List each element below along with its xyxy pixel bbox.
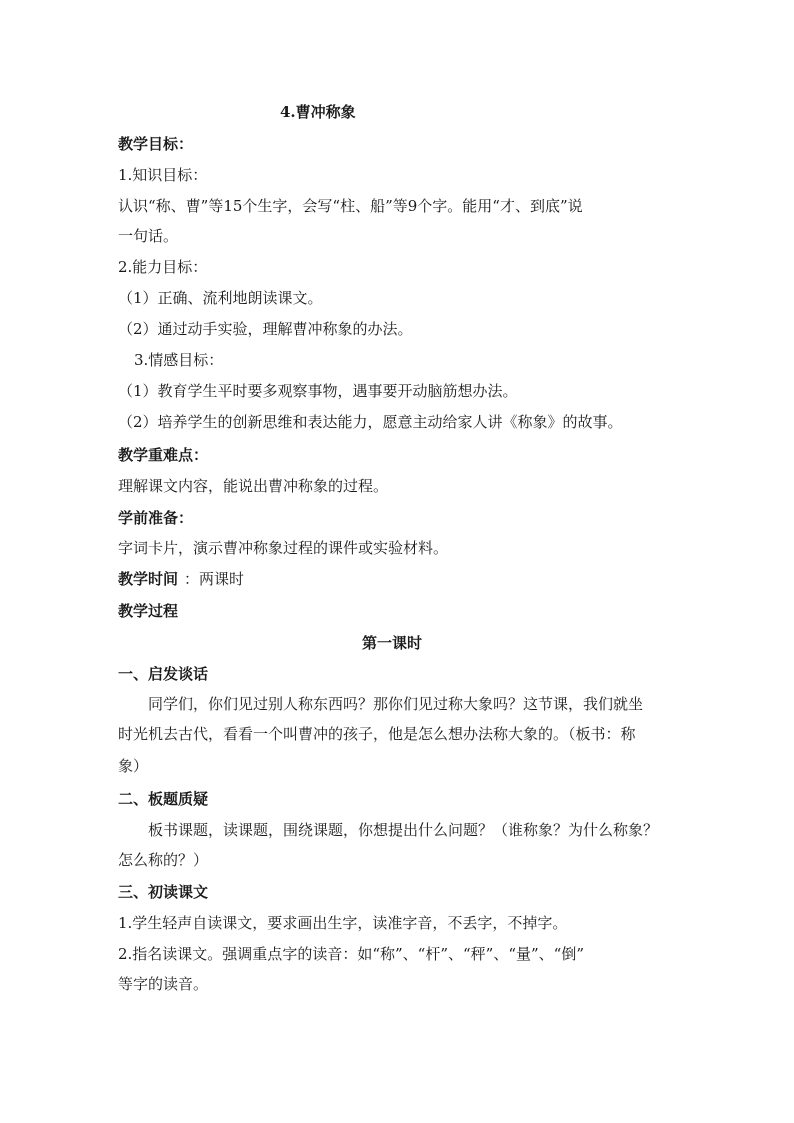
section-2-heading: 二、板题质疑 <box>118 790 209 808</box>
ability-heading: 2.能力目标： <box>118 258 208 276</box>
key-points-text: 理解课文内容，能说出曹冲称象的过程。 <box>118 477 389 495</box>
process-heading: 教学过程 <box>118 602 179 620</box>
knowledge-heading: 1.知识目标： <box>118 166 208 184</box>
section-2-line-2: 怎么称的？） <box>118 851 209 869</box>
key-points-heading: 教学重难点： <box>118 446 209 464</box>
ability-item-1: （1）正确、流利地朗读课文。 <box>118 289 323 307</box>
section-2-line-1: 板书课题，读课题，围绕课题，你想提出什么问题？（谁称象？为什么称象？ <box>148 821 659 839</box>
emotion-item-2: （2）培养学生的创新思维和表达能力，愿意主动给家人讲《称象》的故事。 <box>118 413 623 431</box>
time-text: ：两课时 <box>184 570 245 588</box>
section-3-heading: 三、初读课文 <box>118 883 209 901</box>
lesson-title: 第一课时 <box>362 634 423 652</box>
emotion-heading: 3.情感目标： <box>134 351 224 369</box>
time-heading: 教学时间 <box>118 570 179 588</box>
teaching-time-row <box>118 569 244 589</box>
knowledge-line-2: 一句话。 <box>118 227 179 245</box>
section-3-item-2-line-2: 等字的读音。 <box>118 975 209 993</box>
section-1-heading: 一、启发谈话 <box>118 665 209 683</box>
section-3-item-1: 1.学生轻声自读课文，要求画出生字，读准字音，不丢字，不掉字。 <box>118 914 568 932</box>
section-3-item-2-line-1: 2.指名读课文。强调重点字的读音：如“称”、“杆”、“秤”、“量”、“倒” <box>118 945 584 963</box>
section-1-line-1: 同学们，你们见过别人称东西吗？那你们见过称大象吗？这节课，我们就坐 <box>148 695 644 713</box>
ability-item-2: （2）通过动手实验，理解曹冲称象的办法。 <box>118 320 413 338</box>
preparation-text: 字词卡片，演示曹冲称象过程的课件或实验材料。 <box>118 539 449 557</box>
emotion-item-1: （1）教育学生平时要多观察事物，遇事要开动脑筋想办法。 <box>118 382 518 400</box>
preparation-heading: 学前准备： <box>118 509 194 527</box>
section-1-line-3: 象） <box>118 757 149 775</box>
section-1-line-2: 时光机去古代，看看一个叫曹冲的孩子，他是怎么想办法称大象的。（板书：称 <box>118 725 636 743</box>
knowledge-line-1: 认识“称、曹”等15个生字，会写“柱、船”等9个字。能用“才、到底”说 <box>118 197 583 215</box>
objectives-heading: 教学目标： <box>118 135 194 153</box>
document-title: 4.曹冲称象 <box>280 103 356 121</box>
